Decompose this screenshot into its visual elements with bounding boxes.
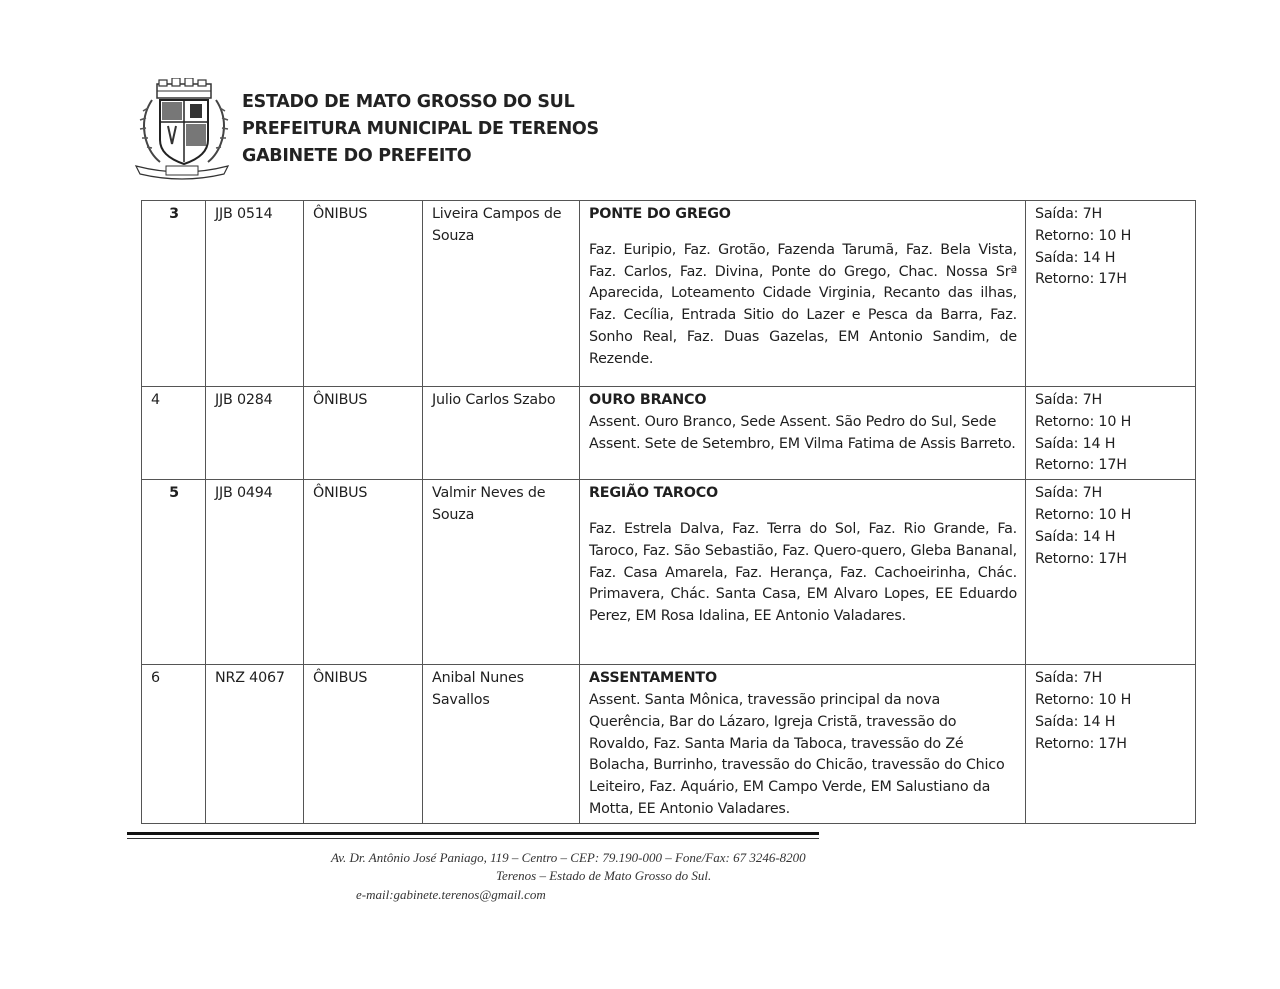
municipal-coat-of-arms-icon <box>132 78 232 182</box>
vehicle-plate: JJB 0284 <box>206 387 304 480</box>
vehicle-plate: JJB 0494 <box>206 480 304 665</box>
schedule-cell <box>1026 480 1196 665</box>
schedule-line: Retorno: 10 H <box>1035 691 1132 708</box>
letterhead <box>242 89 599 170</box>
footer-address: Av. Dr. Antônio José Paniago, 119 – Centro – CEP: 79.190-000 – Fone/Fax: 67 3246-8200 <box>331 850 806 865</box>
schedule-line: Retorno: 17H <box>1035 735 1127 752</box>
row-number: 5 <box>142 480 206 665</box>
row-number: 3 <box>142 201 206 387</box>
schedule-line: Saída: 7H <box>1035 206 1103 222</box>
state-name: ESTADO DE MATO GROSSO DO SUL <box>242 92 575 112</box>
footer-city: Terenos – Estado de Mato Grosso do Sul. <box>496 868 712 883</box>
row-number: 4 <box>142 387 206 480</box>
route-title: OURO BRANCO <box>589 392 707 408</box>
vehicle-type: ÔNIBUS <box>304 665 423 824</box>
schedule-line: Saída: 14 H <box>1035 528 1116 545</box>
route-description: Assent. Ouro Branco, Sede Assent. São Pedro do Sul, Sede Assent. Sete de Setembro, EM Vilma Fatima de Assis Barreto. <box>589 413 1016 452</box>
schedule-line: Retorno: 17H <box>1035 550 1127 567</box>
route-description: Faz. Euripio, Faz. Grotão, Fazenda Tarumã, Faz. Bela Vista, Faz. Carlos, Faz. Divina, Ponte do Grego, Chac. Nossa Srª Aparecida, Loteamento Cidade Virginia, Recanto das ilhas, Faz. Cecília, Entrada Sitio do Lazer e Pesca da Barra, Faz. Sonho Real, Faz. Duas Gazelas, EM Antonio Sandim, de Rezende. <box>589 241 1017 367</box>
schedule-cell <box>1026 387 1196 480</box>
route-title: ASSENTAMENTO <box>589 670 717 687</box>
table-row <box>142 387 1196 480</box>
office-name: GABINETE DO PREFEITO <box>242 146 472 166</box>
vehicle-plate: NRZ 4067 <box>206 665 304 824</box>
route-description: Assent. Santa Mônica, travessão principal da nova Querência, Bar do Lázaro, Igreja Cristã, travessão do Rovaldo, Faz. Santa Maria da Taboca, travessão do Zé Bolacha, Burrinho, travessão do Chicão, travessão do Chico Leiteiro, Faz. Aquário, EM Campo Verde, EM Salustiano da Motta, EE Antonio Valadares. <box>589 691 1005 817</box>
route-cell <box>580 665 1026 824</box>
schedule-line: Saída: 14 H <box>1035 713 1116 730</box>
vehicle-type: ÔNIBUS <box>304 201 423 387</box>
route-description: Faz. Estrela Dalva, Faz. Terra do Sol, Faz. Rio Grande, Fa. Taroco, Faz. São Sebastião, Faz. Quero-quero, Gleba Bananal, Faz. Casa Amarela, Faz. Herança, Faz. Cachoeirinha, Chác. Primavera, Chác. Santa Casa, EM Alvaro Lopes, EE Eduardo Perez, EM Rosa Idalina, EE Antonio Valadares. <box>589 520 1017 625</box>
footer-email: e-mail:gabinete.terenos@gmail.com <box>356 887 546 902</box>
school-bus-routes-table <box>141 200 1196 824</box>
route-cell <box>580 480 1026 665</box>
schedule-line: Retorno: 10 H <box>1035 227 1132 244</box>
vehicle-type: ÔNIBUS <box>304 387 423 480</box>
table-row <box>142 480 1196 665</box>
vehicle-plate: JJB 0514 <box>206 201 304 387</box>
table-row <box>142 201 1196 387</box>
schedule-line: Retorno: 17H <box>1035 271 1127 288</box>
schedule-line: Retorno: 10 H <box>1035 413 1132 430</box>
route-title: PONTE DO GREGO <box>589 206 731 222</box>
schedule-line: Saída: 7H <box>1035 392 1103 408</box>
footer-divider-thin <box>127 838 819 839</box>
driver-name: Anibal Nunes Savallos <box>423 665 580 824</box>
driver-name: Valmir Neves de Souza <box>423 480 580 665</box>
footer-divider-thick <box>127 832 819 835</box>
route-cell <box>580 201 1026 387</box>
schedule-cell <box>1026 201 1196 387</box>
table-row <box>142 665 1196 824</box>
schedule-line: Saída: 7H <box>1035 670 1103 687</box>
schedule-line: Saída: 14 H <box>1035 435 1116 452</box>
schedule-line: Saída: 7H <box>1035 485 1103 502</box>
prefecture-name: PREFEITURA MUNICIPAL DE TERENOS <box>242 119 599 139</box>
vehicle-type: ÔNIBUS <box>304 480 423 665</box>
driver-name: Liveira Campos de Souza <box>423 201 580 387</box>
schedule-line: Saída: 14 H <box>1035 249 1116 266</box>
route-cell <box>580 387 1026 480</box>
schedule-cell <box>1026 665 1196 824</box>
driver-name: Julio Carlos Szabo <box>423 387 580 480</box>
schedule-line: Retorno: 17H <box>1035 457 1127 474</box>
route-title: REGIÃO TAROCO <box>589 485 718 502</box>
schedule-line: Retorno: 10 H <box>1035 506 1132 523</box>
row-number: 6 <box>142 665 206 824</box>
